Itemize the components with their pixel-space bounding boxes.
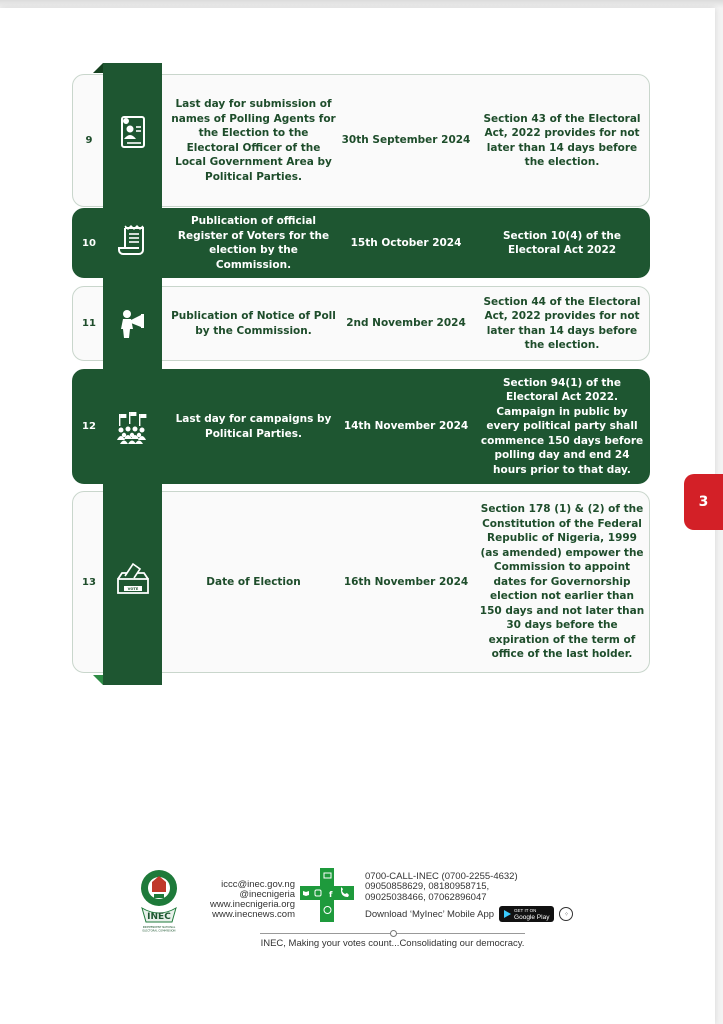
row-date: 30th September 2024 [341, 134, 471, 147]
row-number: 11 [82, 318, 96, 329]
row-number: 9 [85, 135, 93, 146]
row-date: 16th November 2024 [343, 575, 469, 588]
play-store-icon [504, 910, 511, 918]
megaphone-icon [111, 302, 155, 346]
row-date: 14th November 2024 [343, 420, 469, 433]
top-shadow [0, 0, 723, 8]
phone-main: 0700-CALL-INEC (0700-2255-4632) [365, 871, 518, 882]
svg-text:INDEPENDENT NATIONAL: INDEPENDENT NATIONAL [142, 926, 176, 929]
inec-logo [134, 868, 184, 948]
blackberry-icon[interactable]: ⁘ [559, 907, 573, 921]
ballot-box-icon [111, 557, 155, 601]
footer [0, 860, 715, 960]
row-date: 2nd November 2024 [346, 317, 466, 330]
store-name: Google Play [514, 914, 550, 921]
band-fold-bottom [93, 675, 103, 685]
contact-handle[interactable]: @inecnigeria [239, 889, 295, 900]
row-number: 13 [82, 576, 96, 588]
contact-right [365, 872, 565, 903]
footer-slogan: INEC, Making your votes count...Consolidating our democracy. [260, 938, 525, 949]
row-activity: Last day for campaigns by Political Parties. [175, 413, 332, 440]
row-activity: Publication of official Register of Voters for the election by the Commission. [177, 215, 330, 271]
row-legal-basis: Section 178 (1) & (2) of the Constitution of the Federal Republic of Nigeria, 1999 (as amended) empower the Commission to appoint dates for Governorship election not earlier than 150 days and not later than 30 days before the expiration of the term of office of the last holder. [479, 503, 645, 661]
row-date: 15th October 2024 [350, 236, 462, 249]
row-activity: Last day for submission of names of Polling Agents for the Election to the Electoral Officer of the Local Government Area by Political Parties. [171, 98, 336, 183]
svg-text:INEC: INEC [147, 912, 171, 922]
nomination-form-icon [111, 110, 155, 154]
row-activity: Publication of Notice of Poll by the Commission. [171, 310, 336, 337]
google-play-badge[interactable] [499, 906, 554, 922]
download-app-row [365, 906, 573, 922]
row-legal-basis: Section 43 of the Electoral Act, 2022 provides for not later than 14 days before the election. [483, 112, 641, 168]
row-number: 12 [82, 421, 96, 432]
register-scroll-icon [111, 218, 155, 262]
contact-email[interactable]: iccc@inec.gov.ng [221, 879, 295, 890]
row-legal-basis: Section 10(4) of the Electoral Act 2022 [502, 229, 622, 256]
row-legal-basis: Section 44 of the Electoral Act, 2022 provides for not later than 14 days before the election. [483, 295, 641, 351]
social-cross-icon [300, 868, 354, 922]
phone-line-3: 09025038466, 07062896047 [365, 891, 487, 903]
contact-left [180, 880, 295, 920]
band-fold-top [93, 63, 103, 73]
contact-site-2[interactable]: www.inecnews.com [212, 909, 295, 920]
row-activity: Date of Election [206, 575, 301, 588]
page-number-tab: 3 [684, 474, 723, 530]
divider-ornament [390, 930, 397, 937]
campaign-crowd-icon [111, 406, 155, 450]
contact-site-1[interactable]: www.inecnigeria.org [209, 899, 295, 910]
row-legal-basis: Section 94(1) of the Electoral Act 2022. Campaign in public by every political party shall commence 150 days before polling day and end 24 hours prior to that day. [480, 376, 644, 476]
row-number: 10 [82, 237, 96, 249]
ballot-label: VOTE [127, 587, 139, 591]
store-small-text: GET IT ON [514, 908, 537, 913]
download-text: Download ‘MyInec’ Mobile App [365, 908, 495, 920]
svg-text:f: f [329, 890, 333, 899]
svg-text:ELECTORAL COMMISSION: ELECTORAL COMMISSION [142, 929, 176, 933]
phone-line-2: 09050858629, 08180958715, [365, 881, 490, 893]
